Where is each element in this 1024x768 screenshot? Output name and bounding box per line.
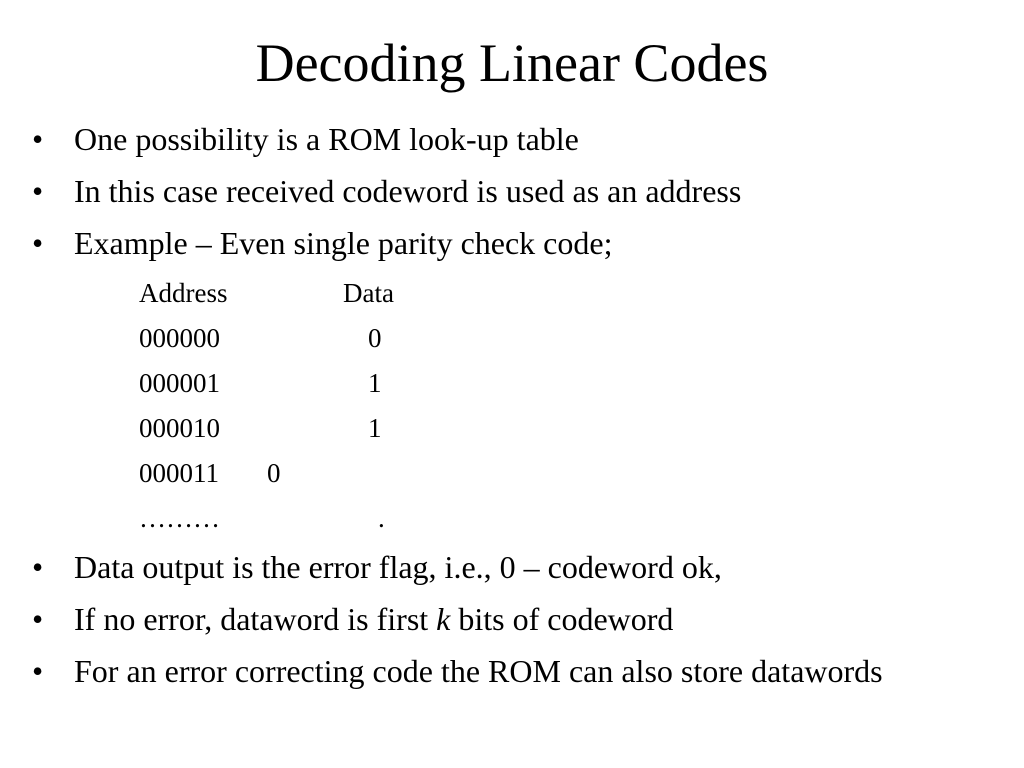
bullet-text: [74, 597, 992, 641]
rom-table-header: [0, 275, 1024, 311]
bullet-item: [32, 221, 992, 265]
bullet-text-part: If no error, dataword is first: [74, 601, 437, 637]
bullet-marker: •: [32, 653, 44, 689]
address-cell: 000001: [139, 368, 220, 398]
slide-title: Decoding Linear Codes: [255, 33, 769, 93]
bullet-text: One possibility is a ROM look-up table: [74, 121, 579, 157]
bullet-item: [32, 169, 992, 213]
bullet-text: For an error correcting code the ROM can also store datawords: [74, 653, 883, 689]
bullet-item: [32, 649, 992, 693]
rom-table-row: [0, 320, 1024, 356]
rom-table-row: [0, 410, 1024, 446]
bullet-marker: •: [32, 549, 44, 585]
data-cell: 0: [368, 323, 382, 353]
bullet-marker: •: [32, 225, 44, 261]
bullet-text: Data output is the error flag, i.e., 0 – codeword ok,: [74, 549, 722, 585]
bullet-marker: •: [32, 121, 44, 157]
bullet-text-variable: k: [436, 601, 451, 637]
address-cell: ………: [139, 503, 220, 533]
data-cell: 1: [368, 368, 382, 398]
address-cell: 000011: [139, 458, 219, 488]
data-cell: 1: [368, 413, 382, 443]
bullet-item: [32, 597, 992, 641]
bullet-item: [32, 545, 992, 589]
data-column-header: Data: [343, 278, 394, 308]
address-cell: 000000: [139, 323, 220, 353]
rom-table-row: [0, 455, 1024, 491]
bullet-marker: •: [32, 601, 44, 637]
rom-table-row: [0, 365, 1024, 401]
data-cell: .: [378, 503, 385, 533]
address-column-header: Address: [139, 278, 228, 308]
data-cell: 0: [267, 458, 281, 488]
bullet-text-part: bits of codeword: [450, 601, 674, 637]
bullet-marker: •: [32, 173, 44, 209]
rom-table-row: [0, 500, 1024, 536]
address-cell: 000010: [139, 413, 220, 443]
bullet-item: [32, 117, 992, 161]
bullet-text: Example – Even single parity check code;: [74, 225, 613, 261]
bullet-text: In this case received codeword is used as an address: [74, 173, 742, 209]
